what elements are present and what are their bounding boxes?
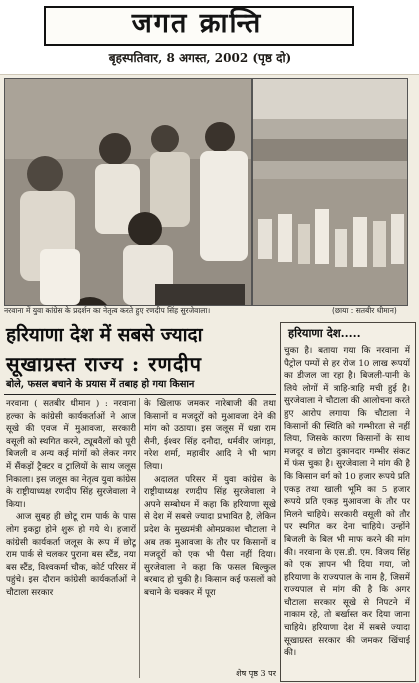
procession-photo-image bbox=[5, 79, 251, 305]
article-column-2 bbox=[144, 398, 276, 668]
issue-date-line: बृहस्पतिवार, 8 अगस्त, 2002 (पृष्ठ दो) bbox=[108, 51, 292, 65]
divider-rule bbox=[4, 394, 276, 395]
column-1-paragraph-2: आज सुबह ही छोटू राम पार्क के पास लोग इकट्ठा होने शुरू हो गये थे। हजारों कांग्रेसी कार्यकर्ता जलूस के रूप में छोटू राम पार्क से चलकर पुराना बस स्टैंड, नया बस स्टैंड, विश्वकर्मा चौक, कोर्ट परिसर में पहुंचे। इस दौरान कांग्रेसी कार्यकर्ताओं ने चौटाला सरकार bbox=[6, 512, 136, 598]
continuation-heading: हरियाणा देश..... bbox=[288, 326, 361, 340]
continued-note: शेष पृष्ठ 3 पर bbox=[236, 669, 276, 678]
article-column-1 bbox=[6, 398, 136, 681]
newspaper-title: जगत क्रान्ति bbox=[131, 8, 263, 39]
subheadline: बोले, फसल बचाने के प्रयास में तबाह हो गया किसान bbox=[6, 379, 195, 390]
crowd-photo-image bbox=[253, 79, 407, 305]
news-photo-procession bbox=[4, 78, 252, 306]
headline-line-1: हरियाणा देश में सबसे ज्यादा bbox=[6, 324, 203, 346]
photo-caption: नरवाना में युवा कांग्रेस के प्रदर्शन का नेतृत्व करते हुए रणदीप सिंह सुरजेवाला। bbox=[4, 306, 211, 315]
column-2-paragraph-1: के खिलाफ जमकर नारेबाजी की तथा किसानों व मजदूरों को मुआवजा देने की मांग को उठाया। इस जलूस में धन्ना राम सैनी, ईश्वर सिंह दनौदा, धर्मवीर जांगड़ा, नरेश शर्मा, महावीर आदि ने भी भाग लिया। bbox=[144, 399, 276, 472]
article-column-3 bbox=[284, 345, 410, 677]
column-3-paragraph-1: चुका है। बताया गया कि नरवाना में पैट्रोल पम्पों से हर रोज 10 लाख रूपयों का डीजल जा रहा है। बिजली-पानी के लिये लोगों में त्राहि-त्राहि मची हुई है। सुरजेवाला ने चौटाला की आलोचना करते हुए आरोप लगाया कि चौटाला ने किसानों की स्थिति को गम्भीरता से नहीं लिया, जिसके कारण किसानों के साथ मजदूर व छोटा दुकानदार गम्भीर संकट में फंस चुका है। सुरजेवाला ने मांग की है कि किसान वर्ग को 10 हजार रूपये प्रति एकड़ तथा खाली भूमि का 5 हजार रूपये प्रति एकड़ मुआवजा के तौर पर मिलने चाहिये। सरकारी वसूली को तौर पर स्थगित कर देना चाहिये। उन्होंने बिजली के बिल भी माफ करने की मांग की। नरवाना के एस.डी. एम. विजय सिंह को एक ज्ञापन भी दिया गया, जो हरियाणा के राज्यपाल के नाम है, जिसमें राज्यपाल से मांग की है कि अगर चौटाला सरकार सूखे से निपटने में नाकाम रहे, तो बर्खास्त कर दिया जाना चाहिये। हरियाणा देश में सबसे ज्यादा सूखाग्रस्त सरकार की जमकर खिंचाई की। bbox=[284, 346, 410, 659]
news-photo-crowd bbox=[252, 78, 408, 306]
column-2-paragraph-2: अदालत परिसर में युवा कांग्रेस के राष्ट्रीयाध्यक्ष रणदीप सिंह सुरजेवाला ने अपने सम्बोधन में कहा कि हरियाणा सूखे से देश में सबसे ज्यादा प्रभावित है, लेकिन प्रदेश के मुख्यमंत्री ओमप्रकाश चौटाला ने अब तक मुआवजा के तौर पर किसानों व मजदूरों को एक भी पैसा नहीं दिया। सुरजेवाला ने कहा कि फसल बिल्कुल बरबाद हो चुकी है। किसान कई फसलों को बचाने के चक्कर में पूरा bbox=[144, 474, 276, 598]
photo-credit: (छाया : सतबीर धीमान) bbox=[332, 306, 397, 315]
masthead bbox=[0, 0, 419, 75]
column-1-paragraph-1: नरवाना ( सतबीर धीमान ) : नरवाना हल्का के कांग्रेसी कार्यकर्ताओं ने आज सूखे की एवज में मुआवजा, सरकारी वसूली को स्थगित करने, ट्यूबवैलों को पूरी बिजली व अन्य कई मांगों को लेकर नगर में सैंकड़ों ट्रैक्टर व ट्रालियों के साथ जलूस निकाला। इस जलूस का नेतृत्व युवा कांग्रेस के राष्ट्रीयाध्यक्ष रणदीप सिंह सुरजेवाला ने किया। bbox=[6, 399, 136, 510]
headline-line-2: सूखाग्रस्त राज्य : रणदीप bbox=[6, 352, 202, 376]
column-separator bbox=[139, 398, 140, 678]
